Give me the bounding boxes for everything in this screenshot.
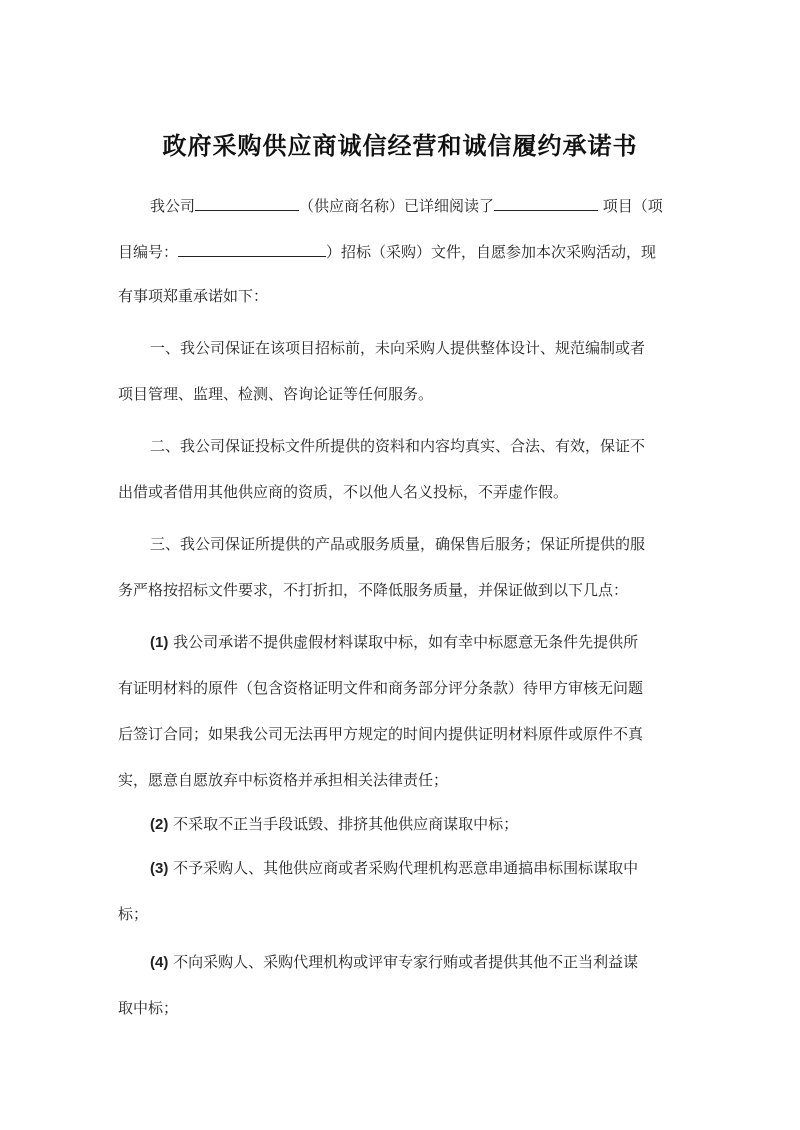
point-2-line-1 — [150, 814, 518, 835]
point-4-line-1 — [150, 952, 638, 973]
intro-line-3: 有事项郑重承诺如下： — [118, 287, 269, 305]
project-name-blank — [494, 194, 598, 211]
point-1-line-3: 后签订合同；如果我公司无法再甲方规定的时间内提供证明材料原件或原件不真 — [118, 725, 644, 743]
intro-text: 我公司 — [150, 197, 196, 215]
project-number-blank — [178, 240, 326, 257]
point-number: (2) — [150, 816, 169, 833]
document-title: 政府采购供应商诚信经营和诚信履约承诺书 — [162, 132, 638, 160]
intro-text: 目编号： — [118, 243, 179, 261]
point-number: (3) — [150, 860, 169, 877]
item-one-line-2: 项目管理、监理、检测、咨询论证等任何服务。 — [118, 385, 434, 403]
intro-line-2 — [118, 240, 656, 262]
point-text: 不采取不正当手段诋毁、排挤其他供应商谋取中标； — [168, 815, 519, 833]
intro-text: ）招标（采购）文件，自愿参加本次采购活动，现 — [326, 243, 657, 261]
point-text: 不向采购人、采购代理机构或评审专家行贿或者提供其他不正当利益谋 — [168, 953, 639, 971]
intro-text: 项目（项 — [598, 197, 663, 215]
point-text: 我公司承诺不提供虚假材料谋取中标，如有幸中标愿意无条件先提供所 — [168, 633, 639, 651]
point-1-line-2: 有证明材料的原件（包含资格证明文件和商务部分评分条款）待甲方审核无问题 — [118, 679, 644, 697]
intro-line-1 — [150, 194, 663, 216]
point-text: 不予采购人、其他供应商或者采购代理机构恶意串通搞串标围标谋取中 — [168, 859, 639, 877]
item-three-line-2: 务严格按招标文件要求，不打折扣，不降低服务质量，并保证做到以下几点： — [118, 581, 629, 599]
item-one-line-1: 一、我公司保证在该项目招标前，未向采购人提供整体设计、规范编制或者 — [150, 339, 646, 357]
item-two-line-1: 二、我公司保证投标文件所提供的资料和内容均真实、合法、有效，保证不 — [150, 437, 646, 455]
point-4-line-2: 取中标； — [118, 999, 179, 1017]
point-3-line-2: 标； — [118, 905, 149, 923]
point-3-line-1 — [150, 858, 638, 879]
item-three-line-1: 三、我公司保证所提供的产品或服务质量，确保售后服务；保证所提供的服 — [150, 535, 646, 553]
point-number: (1) — [150, 634, 169, 651]
intro-text: （供应商名称）已详细阅读了 — [299, 197, 495, 215]
supplier-name-blank — [195, 194, 299, 211]
point-number: (4) — [150, 954, 169, 971]
point-1-line-1 — [150, 632, 638, 653]
point-1-line-4: 实，愿意自愿放弃中标资格并承担相关法律责任； — [118, 771, 449, 789]
item-two-line-2: 出借或者借用其他供应商的资质，不以他人名义投标，不弄虚作假。 — [118, 483, 569, 501]
